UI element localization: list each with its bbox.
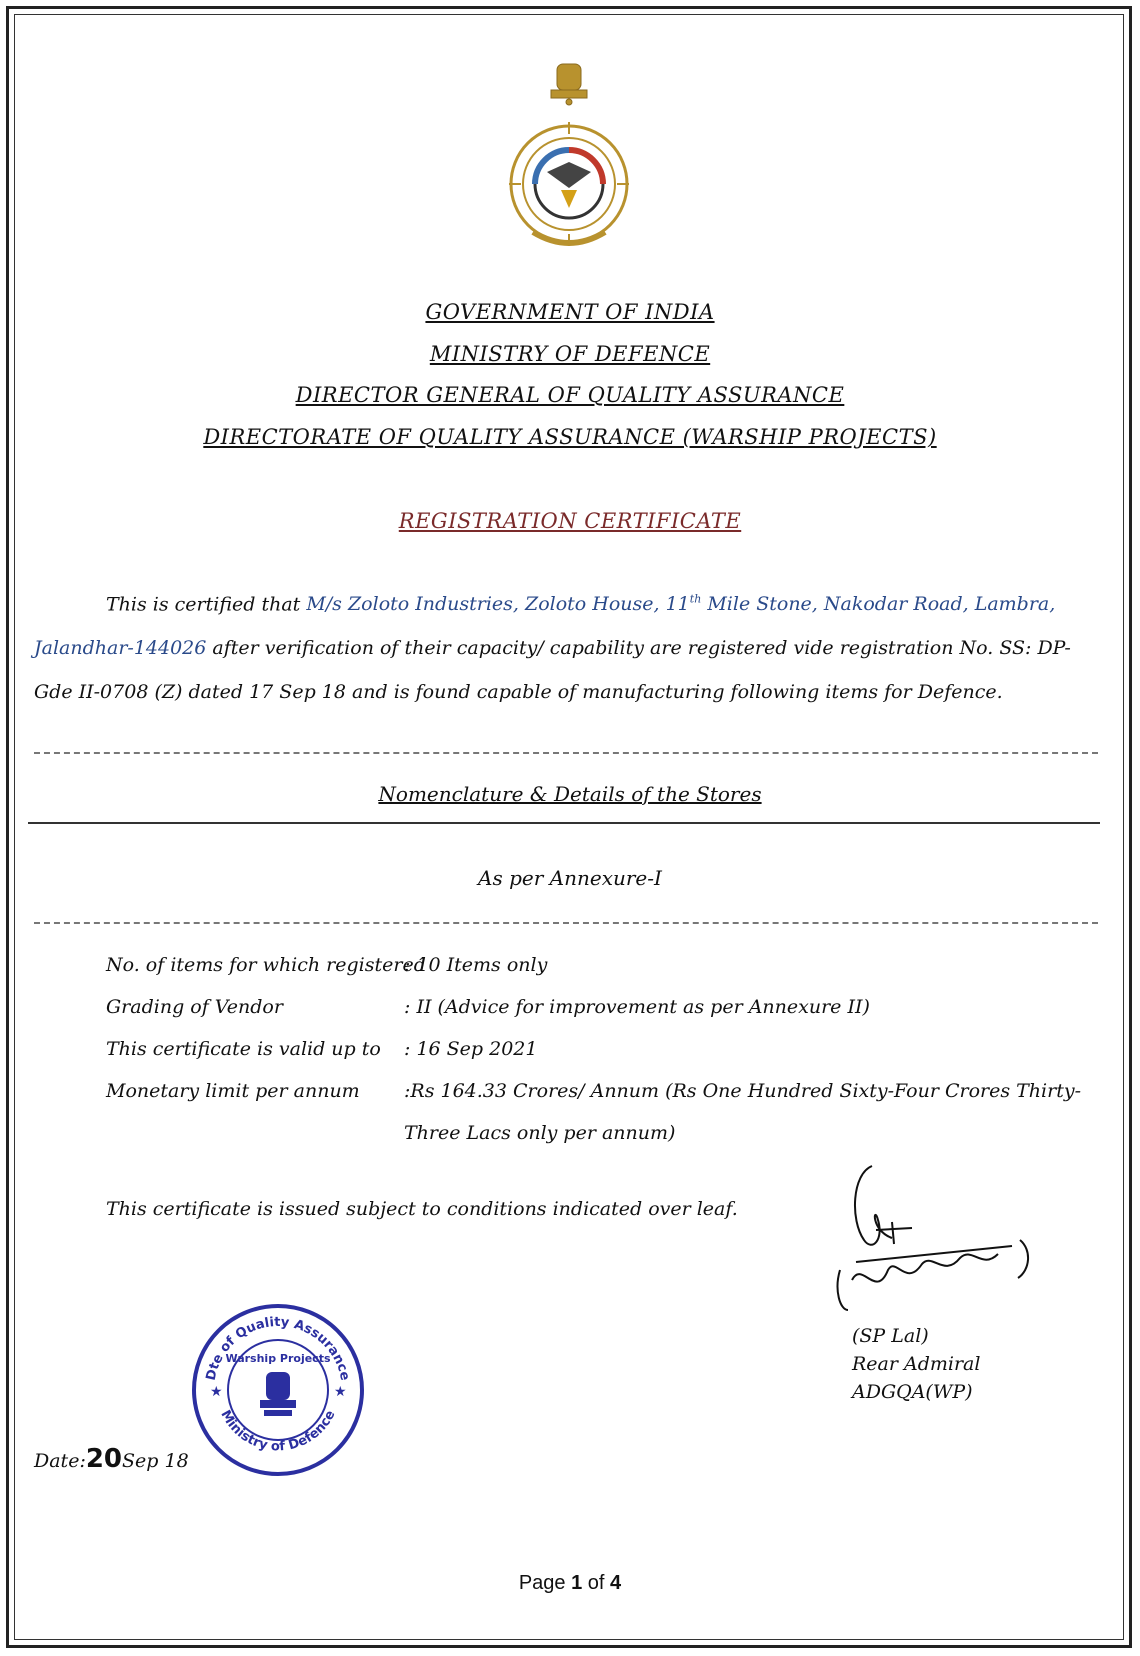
detail-value: : II (Advice for improvement as per Annexure II) (404, 996, 870, 1018)
divider-dashed (34, 752, 1098, 754)
dgqa-emblem-icon (499, 62, 639, 258)
issue-date: Date:20Sep 18 (34, 1444, 189, 1474)
signatory-rank: Rear Admiral (852, 1353, 981, 1375)
conditions-note: This certificate is issued subject to conditions indicated over leaf. (106, 1198, 738, 1220)
signatory-name: (SP Lal) (852, 1325, 929, 1347)
stamp-text-bottom: Ministry of Defence (217, 1407, 339, 1455)
detail-label: This certificate is valid up to (106, 1038, 381, 1060)
header-dgqa: DIRECTOR GENERAL OF QUALITY ASSURANCE (295, 383, 845, 407)
certification-paragraph (34, 578, 1094, 714)
divider-solid (28, 822, 1100, 824)
detail-value: : 16 Sep 2021 (404, 1038, 538, 1060)
firm-name: M/s Zoloto Industries, Zoloto House, 11th Mile Stone, Nakodar Road, Lambra, Jalandhar-144026 (34, 593, 1056, 660)
detail-label: No. of items for which registered (106, 954, 426, 976)
intro-text: This is certified that (106, 593, 301, 616)
detail-value: : 10 Items only (404, 954, 548, 976)
stamp-text-middle: Warship Projects (225, 1352, 331, 1365)
detail-label: Grading of Vendor (106, 996, 283, 1018)
divider-dashed (34, 922, 1098, 924)
signatory-block (852, 1322, 980, 1406)
annexure-text: As per Annexure-I (478, 866, 662, 890)
signatory-designation: ADGQA(WP) (852, 1381, 973, 1403)
header-govt: GOVERNMENT OF INDIA (425, 300, 715, 324)
signature-handwritten (832, 1160, 1042, 1330)
detail-value: :Rs 164.33 Crores/ Annum (Rs One Hundred Sixty-Four Crores Thirty-Three Lacs only per annum) (404, 1080, 1081, 1144)
page-number: Page 1 of 4 (518, 1572, 622, 1594)
registration-text: after verification of their capacity/ capability are registered vide registration No. SS: DP-Gde II-0708 (Z) dated 17 Sep 18 and is found capable of manufacturing following items for Defence. (34, 637, 1071, 704)
official-stamp-icon (188, 1300, 368, 1480)
header-ministry: MINISTRY OF DEFENCE (429, 342, 711, 366)
stamp-text-top: Dte of Quality Assurance (203, 1314, 353, 1382)
date-day-handwritten: 20 (85, 1444, 123, 1474)
detail-label: Monetary limit per annum (106, 1080, 360, 1102)
stores-heading: Nomenclature & Details of the Stores (378, 782, 762, 806)
certificate-title: REGISTRATION CERTIFICATE (398, 509, 742, 533)
svg-text:★: ★ (334, 1384, 347, 1400)
svg-text:★: ★ (210, 1384, 223, 1400)
header-directorate: DIRECTORATE OF QUALITY ASSURANCE (WARSHIP PROJECTS) (203, 425, 937, 449)
